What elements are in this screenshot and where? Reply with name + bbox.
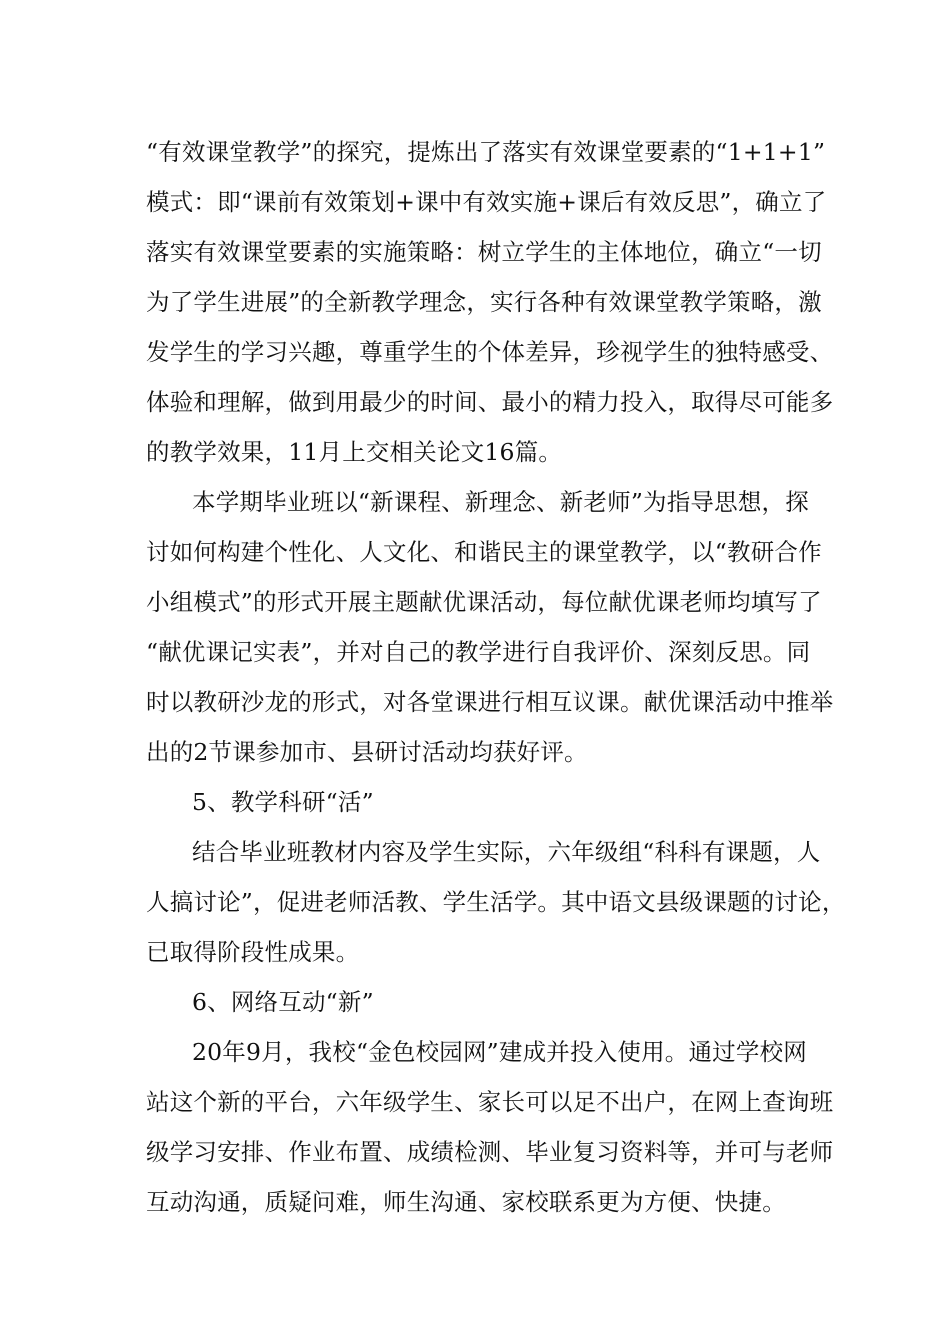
text-line: 发学生的学习兴趣，尊重学生的个体差异，珍视学生的独特感受、: [146, 338, 834, 366]
text-line: “献优课记实表”，并对自己的教学进行自我评价、深刻反思。同: [146, 638, 811, 666]
text-line: 为了学生进展”的全新教学理念，实行各种有效课堂教学策略，激: [146, 288, 822, 316]
text-line: 模式：即“课前有效策划+课中有效实施+课后有效反思”，确立了: [146, 188, 827, 216]
section-heading: 6、网络互动“新”: [192, 988, 374, 1016]
text-line: 讨如何构建个性化、人文化、和谐民主的课堂教学，以“教研合作: [146, 538, 822, 566]
text-line: 站这个新的平台，六年级学生、家长可以足不出户，在网上查询班: [146, 1088, 834, 1116]
text-line: 已取得阶段性成果。: [146, 938, 360, 966]
text-line: “有效课堂教学”的探究，提炼出了落实有效课堂要素的“1+1+1”: [146, 138, 826, 166]
text-line: 落实有效课堂要素的实施策略：树立学生的主体地位，确立“一切: [146, 238, 822, 266]
text-line: 级学习安排、作业布置、成绩检测、毕业复习资料等，并可与老师: [146, 1138, 834, 1166]
text-line: 人搞讨论”，促进老师活教、学生活学。其中语文县级课题的讨论，: [146, 888, 846, 916]
paragraph-first-line: 结合毕业班教材内容及学生实际，六年级组“科科有课题，人: [192, 838, 821, 866]
text-line: 互动沟通，质疑问难，师生沟通、家校联系更为方便、快捷。: [146, 1188, 786, 1216]
text-line: 体验和理解，做到用最少的时间、最小的精力投入，取得尽可能多: [146, 388, 834, 416]
text-line: 的教学效果，11月上交相关论文16篇。: [146, 438, 563, 466]
section-heading: 5、教学科研“活”: [192, 788, 374, 816]
paragraph-first-line: 本学期毕业班以“新课程、新理念、新老师”为指导思想，探: [192, 488, 809, 516]
paragraph-first-line: 20年9月，我校“金色校园网”建成并投入使用。通过学校网: [192, 1038, 807, 1066]
text-line: 时以教研沙龙的形式，对各堂课进行相互议课。献优课活动中推举: [146, 688, 834, 716]
text-line: 小组模式”的形式开展主题献优课活动，每位献优课老师均填写了: [146, 588, 822, 616]
text-line: 出的2节课参加市、县研讨活动均获好评。: [146, 738, 588, 766]
